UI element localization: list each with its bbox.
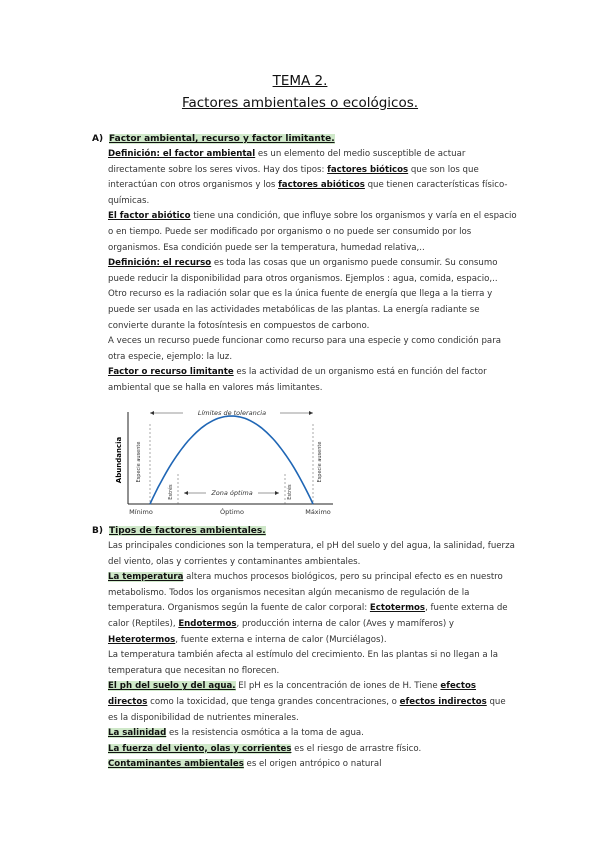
text-b2c: , producción interna de calor (Aves y mamíferos) y (236, 618, 454, 629)
text-b1: Las principales condiciones son la temperatura, el pH del suelo y del agua, la salinidad, fuerza del viento, olas y corrientes y contaminantes ambientales. (108, 541, 515, 567)
paragraph-factor-abiotico (108, 209, 518, 256)
section-a-body (108, 147, 518, 397)
paragraph-condiciones (108, 539, 518, 570)
paragraph-recurso (108, 256, 518, 334)
paragraph-viento (108, 742, 518, 758)
optimum-zone-label: Zona óptima (211, 489, 253, 497)
paragraph-factor-ambiental (108, 147, 518, 209)
limits-arrowhead-left (150, 411, 154, 415)
section-a-heading (92, 134, 335, 144)
paragraph-temperatura (108, 570, 518, 648)
x-tick-min: Mínimo (129, 508, 153, 516)
text-b6: es el riesgo de arrastre físico. (291, 743, 422, 754)
section-b-title: Tipos de factores ambientales. (109, 526, 266, 536)
term-efectos-indirectos: efectos indirectos (399, 696, 487, 707)
term-endotermos: Endotermos (178, 618, 237, 629)
term-salinidad: La salinidad (108, 728, 167, 739)
term-efectos-directos: efectos directos (108, 681, 477, 707)
text-p5: es la actividad de un organismo está en función del factor ambiental que se halla en valores más limitantes. (108, 367, 487, 393)
text-b2b: , fuente externa de calor (Reptiles), (108, 603, 508, 629)
section-b-letter: B) (92, 526, 103, 536)
term-bioticos: factores bióticos (327, 164, 409, 175)
left-stress-label: Estrés (168, 484, 174, 500)
text-b3: La temperatura también afecta al estímulo del crecimiento. En las plantas si no llegan a la temperatura que necesitan no florecen. (108, 650, 499, 676)
x-tick-opt: Óptimo (220, 508, 244, 516)
term-heterotermos: Heterotermos (108, 634, 176, 645)
text-b4c: que es la disponibilidad de nutrientes minerales. (108, 696, 506, 723)
doc-title: TEMA 2. (272, 73, 328, 89)
right-absent-label: Especie ausente (317, 441, 323, 483)
text-p4: A veces un recurso puede funcionar como recurso para una especie y como condición para otra especie, ejemplo: la luz. (108, 336, 501, 362)
text-b4b: como la toxicidad, que tenga grandes concentraciones, o (147, 696, 400, 707)
text-b5: es la resistencia osmótica a la toma de agua. (166, 728, 364, 739)
term-temperatura: La temperatura (108, 572, 184, 583)
term-recurso: Definición: el recurso (108, 258, 212, 269)
x-tick-max: Máximo (305, 508, 331, 516)
paragraph-salinidad (108, 726, 518, 742)
tolerance-chart (108, 404, 338, 524)
text-b4a: El pH es la concentración de iones de H. Tiene (235, 681, 441, 692)
paragraph-contaminantes (108, 757, 518, 773)
paragraph-temperatura-crecimiento (108, 648, 518, 679)
text-b7: es el origen antrópico o natural (243, 759, 382, 770)
text-p1b: que son los que interactúan con otros organismos y los (108, 164, 479, 191)
term-limitante: Factor o recurso limitante (108, 367, 234, 378)
text-b2a: altera muchos procesos biológicos, pero su principal efecto es en nuestro metabolismo. Todos los organismos necesitan algún mecanismo de regulación de la temperatura. Organismos según la fuente de calor corporal: (108, 572, 503, 614)
left-absent-label: Especie ausente (136, 441, 142, 483)
paragraph-recurso-condicion (108, 334, 518, 365)
term-ph: El ph del suelo y del agua. (108, 681, 236, 692)
right-stress-label: Estrés (287, 484, 293, 500)
text-p1a: es un elemento del medio susceptible de actuar directamente sobre los seres vivos. Hay dos tipos: (108, 149, 466, 175)
term-ectotermos: Ectotermos (369, 603, 426, 614)
doc-subtitle: Factores ambientales o ecológicos. (181, 95, 419, 111)
section-a-title: Factor ambiental, recurso y factor limitante. (109, 134, 335, 144)
text-p2: tiene una condición, que influye sobre los organismos y varía en el espacio o en tiempo. Puede ser modificado por organismo o no puede ser consumido por los organismos. Esa condición puede ser la temperatura, humedad relativa,.. (108, 211, 517, 253)
paragraph-ph (108, 679, 518, 726)
text-p1c: que tienen características físico-químicas. (108, 180, 508, 206)
term-factor-abiotico: El factor abiótico (108, 211, 191, 222)
term-contaminantes: Contaminantes ambientales (108, 759, 244, 770)
term-abioticos: factores abióticos (278, 180, 365, 191)
optimum-arrowhead-left (184, 491, 188, 495)
y-axis-label: Abundancia (115, 436, 123, 484)
text-b2d: , fuente externa e interna de calor (Murciélagos). (175, 634, 387, 645)
text-p3: es toda las cosas que un organismo puede consumir. Su consumo puede reducir la disponibilidad para otros organismos. Ejemplos : agua, comida, espacio,.. Otro recurso es la radiación solar que es la única fuente de energía que llega a la tierra y puede ser usada en las actividades metabólicas de las plantas. La energía radiante se convierte durante la fotosíntesis en compuestos de carbono. (108, 258, 498, 331)
paragraph-limitante (108, 365, 518, 396)
term-factor-ambiental: Definición: el factor ambiental (108, 149, 256, 159)
section-a-letter: A) (92, 134, 104, 144)
optimum-arrowhead-right (275, 491, 279, 495)
section-b-heading (92, 526, 266, 536)
term-viento: La fuerza del viento, olas y corrientes (108, 743, 292, 754)
limits-annotation: Límites de tolerancia (197, 409, 267, 417)
section-b-body (108, 539, 518, 773)
limits-arrowhead-right (309, 411, 313, 415)
